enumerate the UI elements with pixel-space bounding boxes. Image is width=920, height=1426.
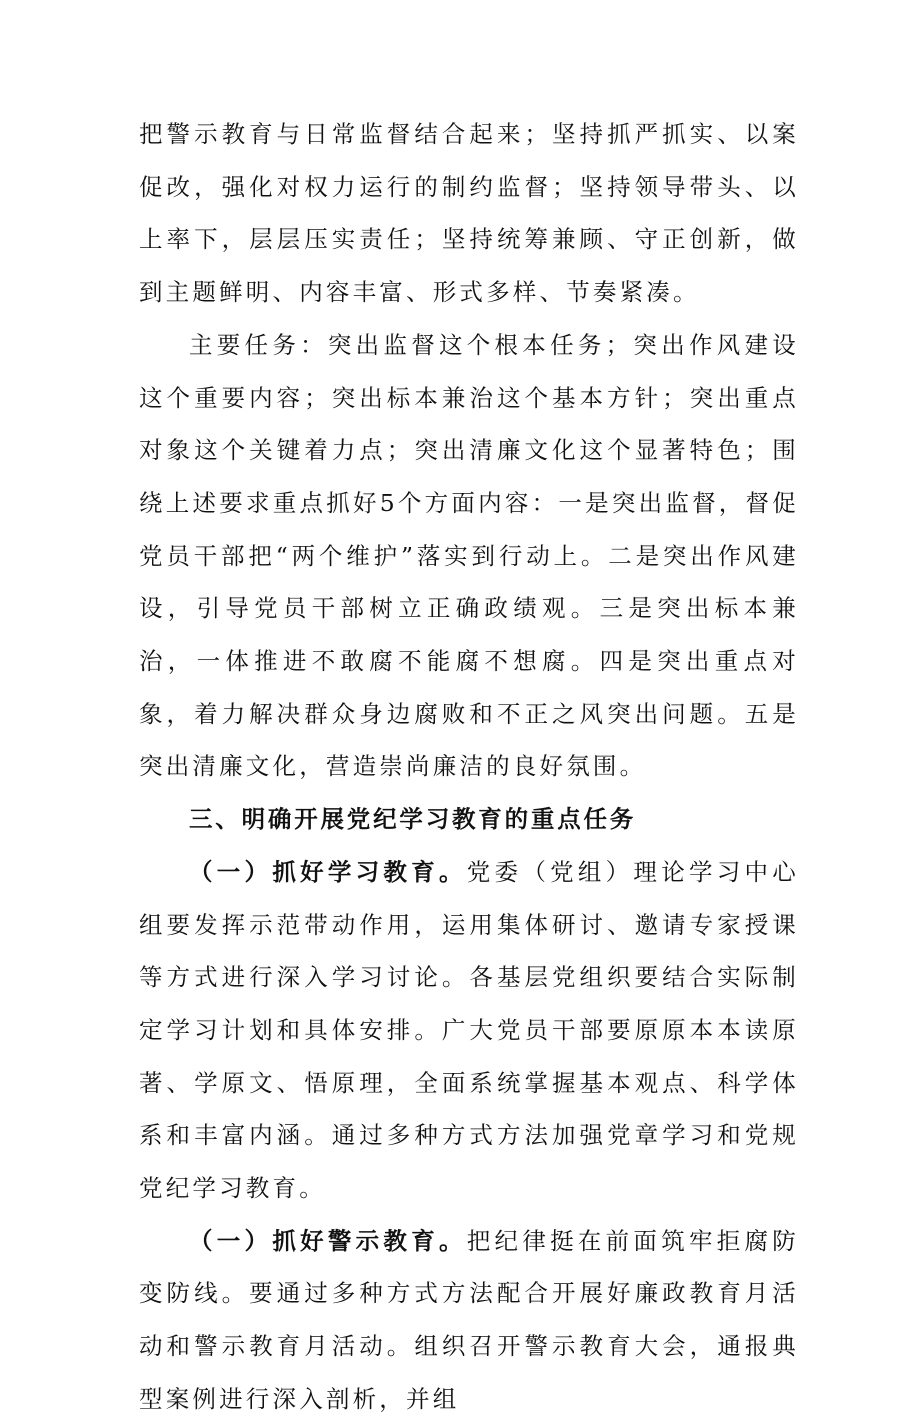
paragraph-principles: 把警示教育与日常监督结合起来；坚持抓严抓实、以案促改，强化对权力运行的制约监督；坚持领导带头、以上率下，层层压实责任；坚持统筹兼顾、守正创新，做到主题鲜明、内容丰富、形式多样、节奏紧凑。 — [139, 120, 799, 307]
section-heading: 三、明确开展党纪学习教育的重点任务 — [189, 805, 637, 834]
subsection-body-warning: 把纪律挺在前面筑牢拒腐防变防线。要通过多种方式方法配合开展好廉政教育月活动和警示教育月活动。组织召开警示教育大会，通报典型案例进行深入剖析，并组 — [139, 1226, 800, 1413]
subsection-title-study: （一）抓好学习教育。 — [189, 857, 467, 886]
subsection-title-warning: （一）抓好警示教育。 — [189, 1226, 467, 1255]
paragraph-warning-education — [139, 1215, 799, 1426]
paragraph-study-education — [139, 846, 799, 1215]
subsection-body-study: 党委（党组）理论学习中心组要发挥示范带动作用，运用集体研讨、邀请专家授课等方式进行深入学习讨论。各基层党组织要结合实际制定学习计划和具体安排。广大党员干部要原原本本读原著、学原文、悟原理，全面系统掌握基本观点、科学体系和丰富内涵。通过多种方式方法加强党章学习和党规党纪学习教育。 — [139, 857, 800, 1203]
document-body — [139, 108, 799, 1426]
paragraph-main-tasks: 主要任务：突出监督这个根本任务；突出作风建设这个重要内容；突出标本兼治这个基本方针；突出重点对象这个关键着力点；突出清廉文化这个显著特色；围绕上述要求重点抓好5个方面内容：一是突出监督，督促党员干部把“两个维护”落实到行动上。二是突出作风建设，引导党员干部树立正确政绩观。三是突出标本兼治，一体推进不敢腐不能腐不想腐。四是突出重点对象，着力解决群众身边腐败和不正之风突出问题。五是突出清廉文化，营造崇尚廉洁的良好氛围。 — [139, 330, 799, 781]
